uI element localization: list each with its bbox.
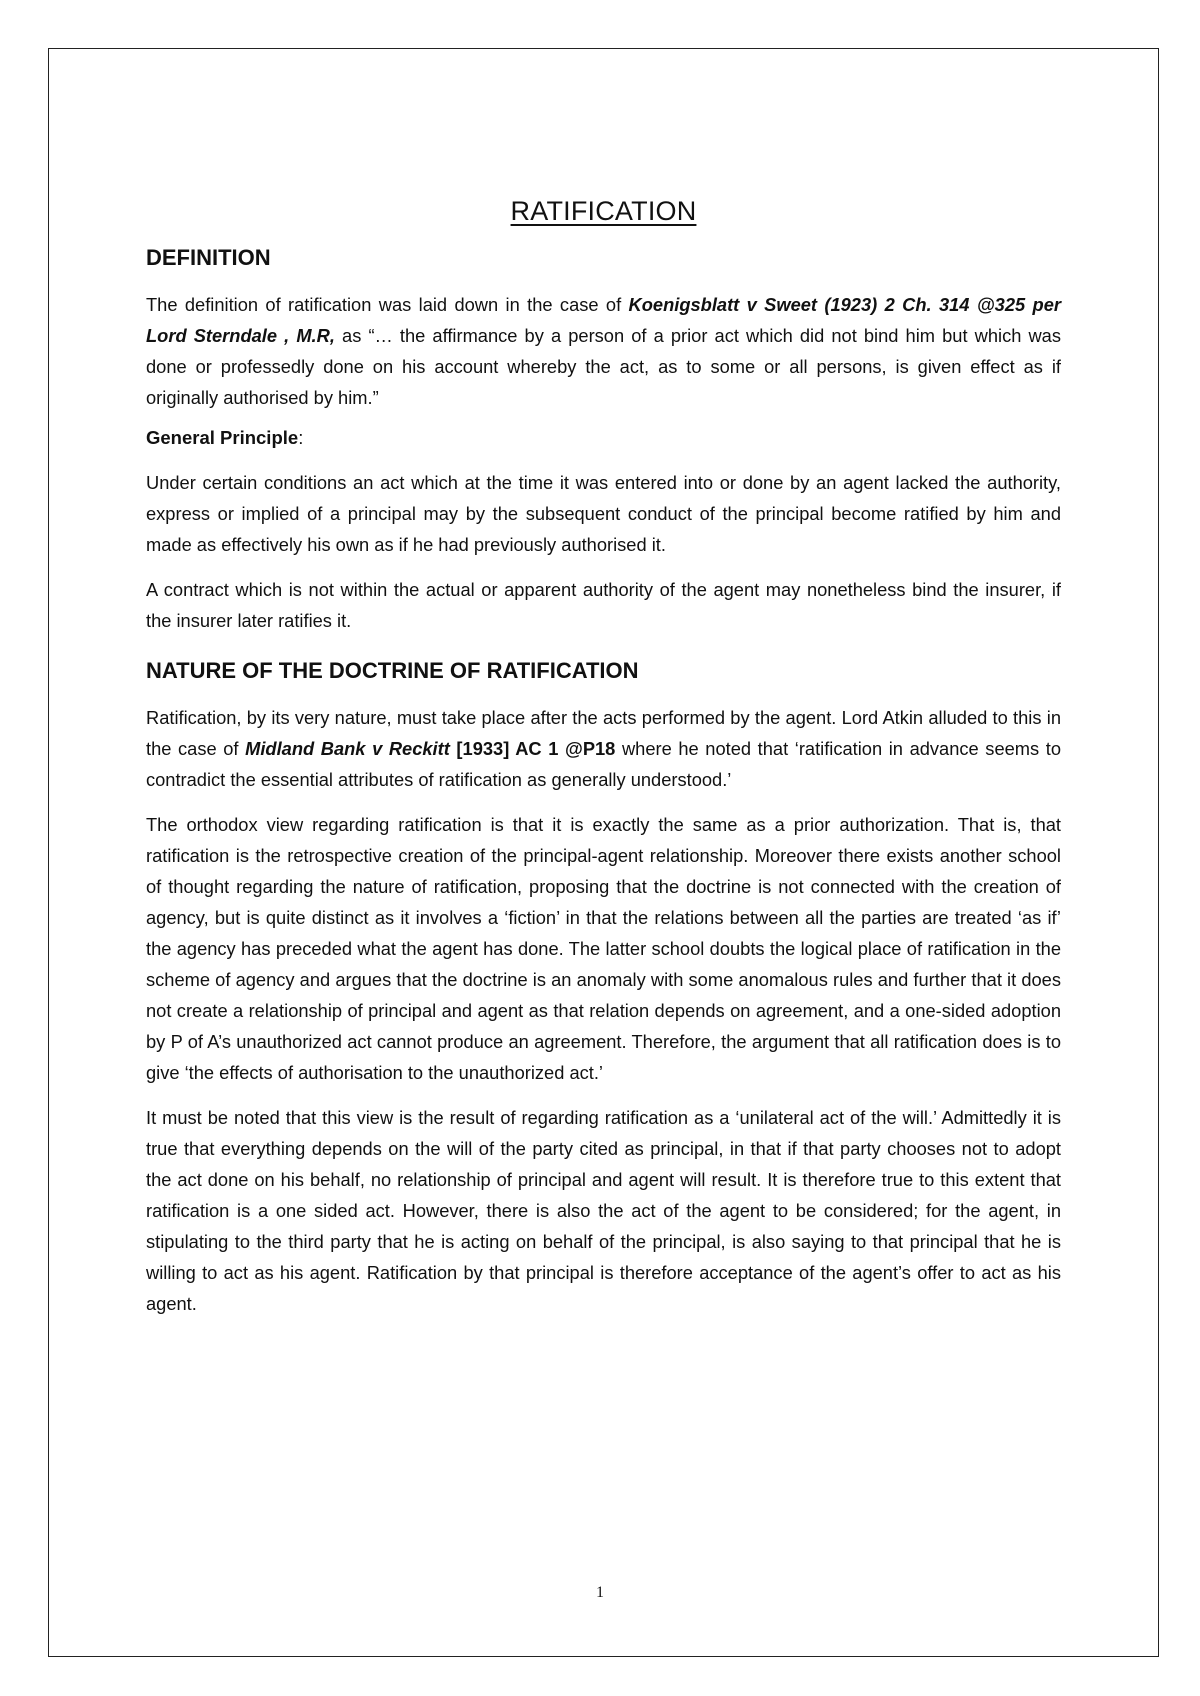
nature-paragraph-3: It must be noted that this view is the result of regarding ratification as a ‘unilateral act of the will.’ Admittedly it is true that everything depends on the will of the party cited as principal, in that if that party chooses not to adopt the act done on his behalf, no relationship of principal and agent will result. It is therefore true to this extent that ratification is a one sided act. However, there is also the act of the agent to be considered; for the agent, in stipulating to the third party that he is acting on behalf of the principal, is also saying to that principal that he is willing to act as his agent. Ratification by that principal is therefore acceptance of the agent’s offer to act as his agent.	[146, 1107, 1061, 1314]
general-principle-heading-text: General Principle	[146, 427, 299, 448]
nature-text-quote: where he noted that ‘ratification in advance seems to contradict the essential attributes of ratification as generally understood.’	[146, 738, 1062, 790]
case-citation-midland: Midland Bank v Reckitt	[245, 738, 450, 759]
page-title: RATIFICATION	[510, 196, 697, 226]
document-body	[146, 196, 1061, 1333]
general-principle-colon: :	[298, 427, 304, 448]
nature-paragraph-2: The orthodox view regarding ratification is that it is exactly the same as a prior authorization. That is, that ratification is the retrospective creation of the principal-agent relationship. Moreover there exists another school of thought regarding the nature of ratification, proposing that the doctrine is not connected with the creation of agency, but is quite distinct as it involves a ‘fiction’ in that the relations between all the parties are treated ‘as if’ the agency has preceded what the agent has done. The latter school doubts the logical place of ratification in the scheme of agency and argues that the doctrine is an anomaly with some anomalous rules and further that it does not create a relationship of principal and agent as that relation depends on agreement, and a one-sided adoption by P of A’s unauthorized act cannot produce an agreement. Therefore, the argument that all ratification does is to give ‘the effects of authorisation to the unauthorized act.’	[146, 814, 1061, 1083]
nature-paragraph-1	[146, 702, 1061, 795]
general-principle-paragraph-2: A contract which is not within the actual or apparent authority of the agent may nonetheless bind the insurer, if the insurer later ratifies it.	[146, 579, 1061, 631]
definition-text-quote: as “… the affirmance by a person of a prior act which did not bind him but which was done or professedly done on his account whereby the act, as to some or all persons, is given effect as if originally authorised by him.”	[146, 325, 1061, 408]
case-citation-reference: [1933] AC 1 @P18	[449, 738, 616, 759]
nature-text-intro: Ratification, by its very nature, must take place after the acts performed by the agent. Lord Atkin alluded to this in the case of	[146, 707, 1061, 759]
definition-text-intro: The definition of ratification was laid down in the case of	[146, 294, 629, 315]
case-citation-koenigsblatt: Koenigsblatt v Sweet (1923) 2 Ch. 314 @325 per Lord Sterndale , M.R,	[146, 294, 1061, 346]
definition-paragraph	[146, 289, 1061, 413]
page-number: 1	[596, 1584, 604, 1601]
general-principle-paragraph-1: Under certain conditions an act which at the time it was entered into or done by an agent lacked the authority, express or implied of a principal may by the subsequent conduct of the principal become ratified by him and made as effectively his own as if he had previously authorised it.	[146, 472, 1061, 555]
definition-heading: DEFINITION	[146, 245, 271, 270]
general-principle-heading	[146, 427, 1061, 449]
nature-heading: NATURE OF THE DOCTRINE OF RATIFICATION	[146, 658, 639, 683]
